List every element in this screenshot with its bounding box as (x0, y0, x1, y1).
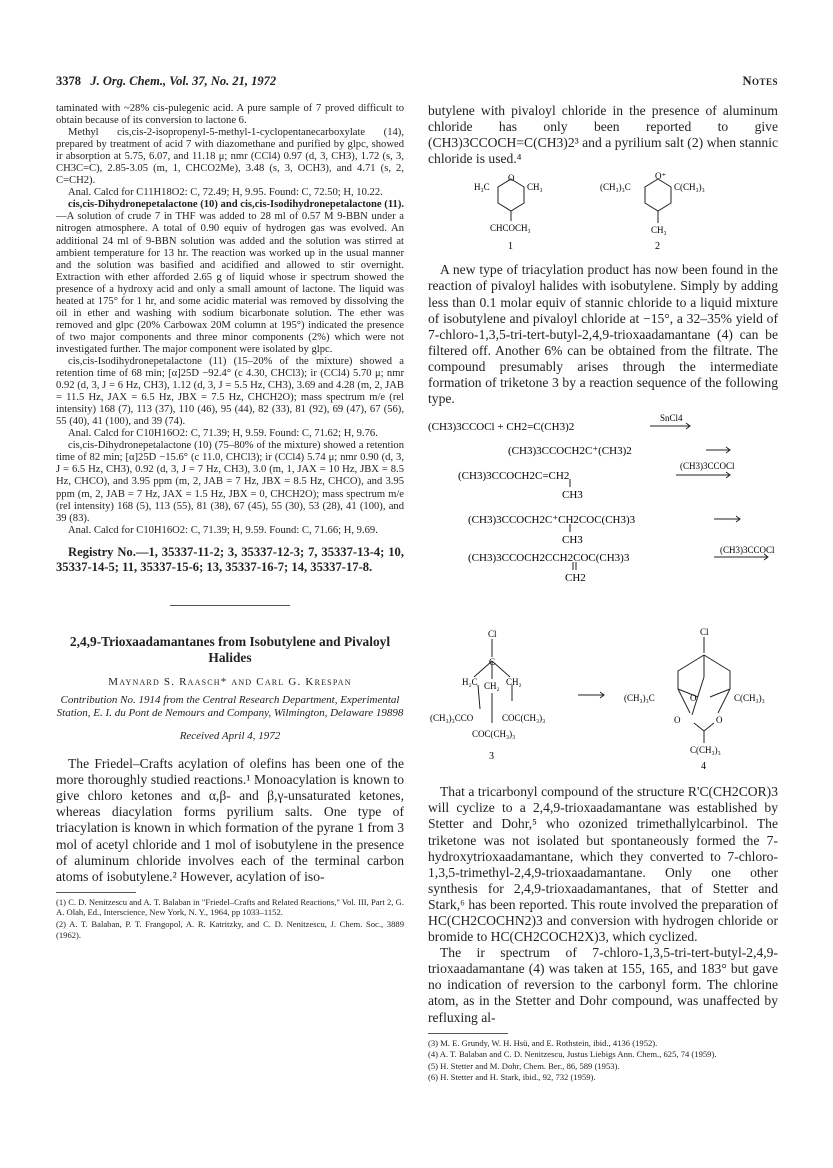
carbon-label: C (489, 657, 496, 668)
scheme-line: (CH3)3CCOCH2C=CH2 (458, 470, 570, 483)
divider (170, 605, 290, 606)
substituent-label: CHCOCH₃ (490, 223, 531, 234)
tert-butyl-label: (CH₃)₃C (600, 182, 631, 193)
pivaloyl-label: (CH₃)₃CCO (430, 713, 474, 724)
methylene-label: CH₂ (506, 677, 522, 688)
footnote: (3) M. E. Grundy, W. H. Hsü, and E. Rothstein, ibid., 4136 (1952). (428, 1037, 658, 1048)
footnote: (6) H. Stetter and H. Stark, ibid., 92, 732 (1959). (428, 1072, 596, 1083)
structures-1-2-diagram (428, 167, 778, 257)
subheading: cis,cis-Dihydronepetalactone (10) and cis,cis-Isodihydronepetalactone (11). (68, 199, 404, 211)
paragraph: Anal. Calcd for C10H16O2: C, 71.39; H, 9.59. Found: C, 71.62; H, 9.76. (68, 428, 378, 440)
paragraph: Methyl cis,cis-2-isopropenyl-5-methyl-1-cyclopentanecarboxylate (14), prepared by treatment of acid 7 with diazomethane and purified by glpc, showed ir absorption at 5.75, 6.07, and 11.18 μ; nmr (CCl4) 0.97 (d, 3, CH3), 1.72 (s, 3, CH3C=C), 2.85-3.05 (m, 1, CHCO2Me), 3.48 (s, 3, OCH3), and 4.71 (s, 2, C=CH2). (56, 127, 404, 187)
methylene-label: CH₂ (484, 681, 500, 692)
methyl-label: H₃C (474, 182, 490, 193)
oxygen-label: O (674, 715, 681, 726)
paragraph: A new type of triacylation product has now been found in the reaction of pivaloyl halides with isobutylene. Simply by adding less than 0.1 molar equiv of stannic chloride to a liquid mixture of isobutylene and pivaloyl chloride at −15°, a 32–35% yield of 7-chloro-1,3,5-tri-tert-butyl-2,4,9-trioxaadamantane (4) can be filtered off. Another 6% can be obtained from the filtrate. The compound presumably arises through the intermediate formation of triketone 3 by a reaction sequence of the following type. (428, 262, 778, 407)
scheme-line: (CH3)3CCOCH2C⁺CH2COC(CH3)3 (468, 514, 636, 527)
paragraph: Anal. Calcd for C11H18O2: C, 72.49; H, 9.95. Found: C, 72.50; H, 10.22. (68, 187, 383, 199)
pivaloyl-label: COC(CH₃)₃ (502, 713, 546, 724)
page-number-and-journal (56, 74, 276, 89)
paragraph: butylene with pivaloyl chloride in the presence of aluminum chloride has only been reported to give (CH3)3CCOCH=C(CH3)2³ and a pyrilium salt (2) when stannic chloride is used.⁴ (428, 103, 778, 167)
left-column (56, 103, 404, 941)
pivaloyl-label: COC(CH₃)₃ (472, 729, 516, 740)
tert-butyl-label: (CH₃)₃C (624, 693, 655, 704)
received-date: Received April 4, 1972 (179, 730, 281, 743)
footnote-divider (428, 1033, 508, 1034)
reagent-label: (CH3)3CCOCl (680, 461, 735, 472)
tert-butyl-label: C(CH₃)₃ (674, 182, 705, 193)
scheme-line: CH3 (562, 489, 583, 502)
compound-label: 1 (508, 241, 513, 253)
paragraph (56, 199, 404, 356)
scheme-line: (CH3)3CCOCH2C⁺(CH3)2 (508, 445, 632, 458)
paragraph: The Friedel–Crafts acylation of olefins has been one of the more thoroughly studied reactions.¹ Monoacylation is known to give chloro ketones and α,β- and β,γ-unsaturated ketones, whereas diacylation forms pyrilium salts. One type of triacylation is known in which formation of the pyrane 1 from 3 mol of acetyl chloride and 1 mol of isobutylene in the presence of aluminum chloride involves each of the terminal carbon atoms of isobutylene.² However, acylation of iso- (56, 756, 404, 884)
chlorine-label: Cl (488, 629, 497, 640)
footnote: (4) A. T. Balaban and C. D. Nenitzescu, Justus Liebigs Ann. Chem., 625, 74 (1959). (428, 1049, 717, 1060)
affiliation: Contribution No. 1914 from the Central Research Department, Experimental Station, E. I. du Pont de Nemours and Company, Wilmington, Delaware 19898 (56, 694, 404, 720)
oxonium-label: O⁺ (655, 171, 667, 182)
scheme-line: CH2 (565, 572, 586, 585)
catalyst-label: SnCl4 (660, 413, 683, 424)
paragraph: Anal. Calcd for C10H16O2: C, 71.39; H, 9.59. Found: C, 71.66; H, 9.69. (68, 524, 378, 536)
methylene-label: H₂C (462, 677, 478, 688)
footnote-divider (56, 892, 136, 893)
oxygen-label: O (716, 715, 723, 726)
footnote: (5) H. Stetter and M. Dohr, Chem. Ber., 86, 589 (1953). (428, 1060, 620, 1071)
chlorine-label: Cl (700, 627, 709, 638)
methyl-label: CH₃ (527, 182, 543, 193)
structures-3-4-diagram (428, 627, 778, 775)
paragraph: That a tricarbonyl compound of the structure R'C(CH2COR)3 will cyclize to a 2,4,9-trioxaadamantane was established by Stetter and Dohr,⁵ who ozonized trimethallylcarbinol. The triketone was not isolated but spontaneously formed the 7-hydroxytrioxaadamantane, which they converted to 7-chloro-1,3,5-trimethyl-2,4,9-trioxaadamantane. Only one other synthesis for 2,4,9-trioxaadamantanes, that of Stetter and Stark,⁶ has been reported. This route involved the preparation of HC(CH2COCHN2)3 and conversion with hydrogen chloride or bromide to HC(CH2COCH2X)3, which cyclized. (428, 784, 778, 945)
compound-label: 2 (655, 241, 660, 253)
journal-citation: J. Org. Chem., Vol. 37, No. 21, 1972 (90, 74, 277, 88)
compound-label: 4 (701, 761, 706, 773)
footnotes (428, 1038, 778, 1083)
article-title: 2,4,9-Trioxaadamantanes from Isobutylene and Pivaloyl Halides (69, 634, 391, 666)
paragraph: taminated with ~28% cis-pulegenic acid. A pure sample of 7 proved difficult to obtain because of its conversion to lactone 6. (56, 103, 404, 127)
oxygen-label: O (690, 693, 697, 704)
footnote: (1) C. D. Nenitzescu and A. T. Balaban in "Friedel–Crafts and Related Reactions," Vol. III, Part 2, G. A. Olah, Ed., Interscience, New York, N. Y., 1964, pp 1033–1152. (56, 896, 404, 918)
tert-butyl-label: C(CH₃)₃ (734, 693, 765, 704)
paragraph-text: —A solution of crude 7 in THF was added to 28 ml of 0.57 M 9-BBN under a nitrogen atmosphere. A total of 0.90 equiv of hydrogen gas was evolved. An additional 24 ml of 9-BBN solution was added and the solution was stirred at ambient temperature for 13 hr. The reaction was worked up in the usual manner and the solution was basified and acidified and allowed to stir overnight. Extraction with ether afforded 2.65 g of liquid whose ir spectrum showed the presence of a hydroxy acid and only a small amount of lactone. The liquid was heated at 175° for 1 hr, and some acidic material was removed by dissolving the oil in ether and washing with sodium bicarbonate solution. The ether was removed and glpc (20% Carbowax 20M column at 195°) indicated the presence of two major components and three minor components (2%) which were not investigated further. The major component were isolated by glpc. (56, 211, 404, 355)
paragraph: cis,cis-Isodihydronepetalactone (11) (15–20% of the mixture) showed a retention time of 68 min; [α]25D −92.4° (c 4.30, CHCl3); ir (CCl4) 5.70 μ; nmr 0.92 (d, 3, J = 6 Hz, CH3), 1.12 (d, 3, J = 5.5 Hz, CH3), 3.69 and 4.28 (m, 2, JAB = 11.5 Hz, JAX = 6.5 Hz, JBX = 7.5 Hz, CHCH2O); mass spectrum m/e (rel intensity) 168 (7), 113 (37), 110 (46), 95 (44), 82 (33), 81 (92), 69 (47), 67 (56), 55 (40), 41 (100), and 39 (74). (56, 355, 404, 428)
compound-label: 3 (489, 751, 494, 763)
methyl-label: CH₃ (651, 225, 667, 236)
paragraph: The ir spectrum of 7-chloro-1,3,5-tri-tert-butyl-2,4,9-trioxaadamantane (4) was taken at 155, 165, and 183° but gave no indication of reversion to the carbonyl form. The chlorine atom, as in the Stetter and Dohr compound, was unaffected by refluxing al- (428, 945, 778, 1025)
scheme-line: (CH3)3CCOCl + CH2=C(CH3)2 (428, 421, 575, 434)
paragraph: cis,cis-Dihydronepetalactone (10) (75–80% of the mixture) showed a retention time of 82 min; [α]25D −15.6° (c 11.0, CHCl3); ir (CCl4) 5.74 μ; nmr 0.90 (d, 3, J = 6.5 Hz, CH3), 0.92 (d, 3, J = 7 Hz, CH3), 3.0 (m, 1, JAX = 10 Hz, JBX = 8.5 Hz, CHCO), and 3.95 ppm (m, 2, JAB = 7 Hz, JBX = 8.5 Hz, CHCO), and 3.95 ppm (m, 2, JAB = 7 Hz, JAX = 1.5 Hz, JBX = 0, CHCH2O); mass spectrum m/e (rel intensity) 168 (5), 113 (55), 81 (38), 67 (45), 55 (30), 53 (28), 41 (100), and 39 (83). (56, 440, 404, 524)
reagent-label: (CH3)3CCOCl (720, 545, 775, 556)
authors: Maynard S. Raasch* and Carl G. Krespan (108, 676, 352, 689)
page-number: 3378 (56, 74, 81, 88)
tert-butyl-label: C(CH₃)₃ (690, 745, 721, 756)
page-header (56, 74, 778, 92)
oxygen-label: O (508, 173, 515, 184)
reaction-scheme (428, 407, 778, 622)
registry-numbers: Registry No.—1, 35337-11-2; 3, 35337-12-3; 7, 35337-13-4; 10, 35337-14-5; 11, 35337-15-6; 13, 35337-16-7; 14, 35337-17-8. (56, 544, 404, 574)
section-title: Notes (742, 74, 778, 88)
scheme-line: CH3 (562, 534, 583, 547)
footnotes (56, 897, 404, 940)
scheme-line: (CH3)3CCOCH2CCH2COC(CH3)3 (468, 552, 630, 565)
right-column (428, 103, 778, 1084)
footnote: (2) A. T. Balaban, P. T. Frangopol, A. R. Katritzky, and C. D. Nenitzescu, J. Chem. Soc., 3889 (1962). (56, 919, 404, 940)
